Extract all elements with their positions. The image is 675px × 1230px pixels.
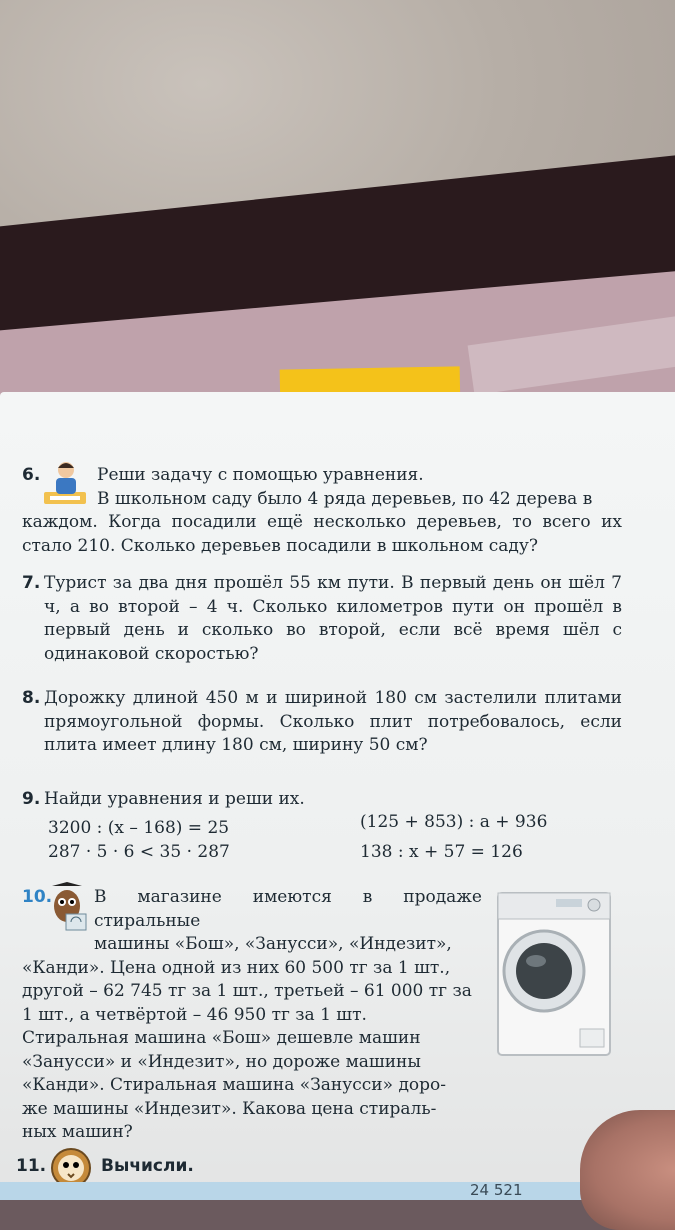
carpet-background	[0, 0, 675, 420]
task-7	[22, 572, 622, 666]
task-6	[22, 464, 622, 558]
task-10	[22, 886, 482, 1145]
task-10-line: 1 шт., а четвёртой – 46 950 тг за 1 шт.	[22, 1004, 367, 1025]
equations-left	[48, 817, 230, 864]
task-10-line: «Занусси» и «Индезит», но дороже машины	[22, 1051, 421, 1072]
task-number: 11.	[16, 1156, 47, 1176]
task-11-text: Вычисли.	[101, 1156, 194, 1176]
bottom-blue-band	[0, 1182, 675, 1200]
textbook-page	[0, 392, 675, 1200]
task-10-line: ных машин?	[22, 1122, 133, 1142]
task-8	[22, 687, 622, 758]
equation: 138 : x + 57 = 126	[360, 841, 523, 862]
task-6-rest: каждом. Когда посадили ещё несколько деревьев, то всего их стало 210. Сколько деревьев посадили в школьном саду?	[22, 512, 622, 556]
task-6-line-1: Реши задачу с помощью уравнения.	[97, 465, 424, 485]
task-number: 8.	[22, 688, 41, 708]
task-8-text: Дорожку длиной 450 м и шириной 180 см застелили плитами прямоугольной формы. Сколько плит потребовалось, если плита имеет длину 180 см, ширину 50 см?	[44, 688, 622, 755]
task-10-line: «Канди». Цена одной из них 60 500 тг за 1 шт.,	[22, 957, 451, 978]
task-10-line: другой – 62 745 тг за 1 шт., третьей – 61 000 тг за	[22, 981, 472, 1001]
task-10-line: Стиральная машина «Бош» дешевле машин	[22, 1028, 421, 1048]
task-number: 7.	[22, 573, 41, 593]
equation: (125 + 853) : a + 936	[360, 812, 548, 832]
task-9-text: Найди уравнения и реши их.	[44, 789, 305, 809]
task-10-line: машины «Бош», «Занусси», «Индезит»,	[94, 934, 452, 954]
equation: 3200 : (x – 168) = 25	[48, 818, 230, 838]
washing-machine-icon	[494, 889, 614, 1059]
task-number: 6.	[22, 465, 41, 485]
task-number: 9.	[22, 789, 41, 809]
partial-footer-text: 24 521	[470, 1181, 523, 1199]
owl-icon	[46, 882, 88, 932]
equations-right	[360, 812, 548, 864]
task-9	[22, 788, 622, 812]
student-icon	[40, 458, 90, 508]
equation: 287 · 5 · 6 < 35 · 287	[48, 841, 230, 862]
task-10-line: «Канди». Стиральная машина «Занусси» доро-	[22, 1075, 447, 1095]
task-10-line: же машины «Индезит». Какова цена стираль-	[22, 1098, 437, 1119]
task-7-text: Турист за два дня прошёл 55 км пути. В первый день он шёл 7 ч, а во второй – 4 ч. Сколько километров пути он прошёл в первый день и сколько во второй, если всё время шёл с одинаковой скоростью?	[44, 573, 622, 664]
task-number: 10.	[22, 887, 53, 907]
task-6-line-2: В школьном саду было 4 ряда деревьев, по 42 дерева в	[97, 488, 593, 509]
task-10-line: В магазине имеются в продаже стиральные	[94, 887, 482, 931]
